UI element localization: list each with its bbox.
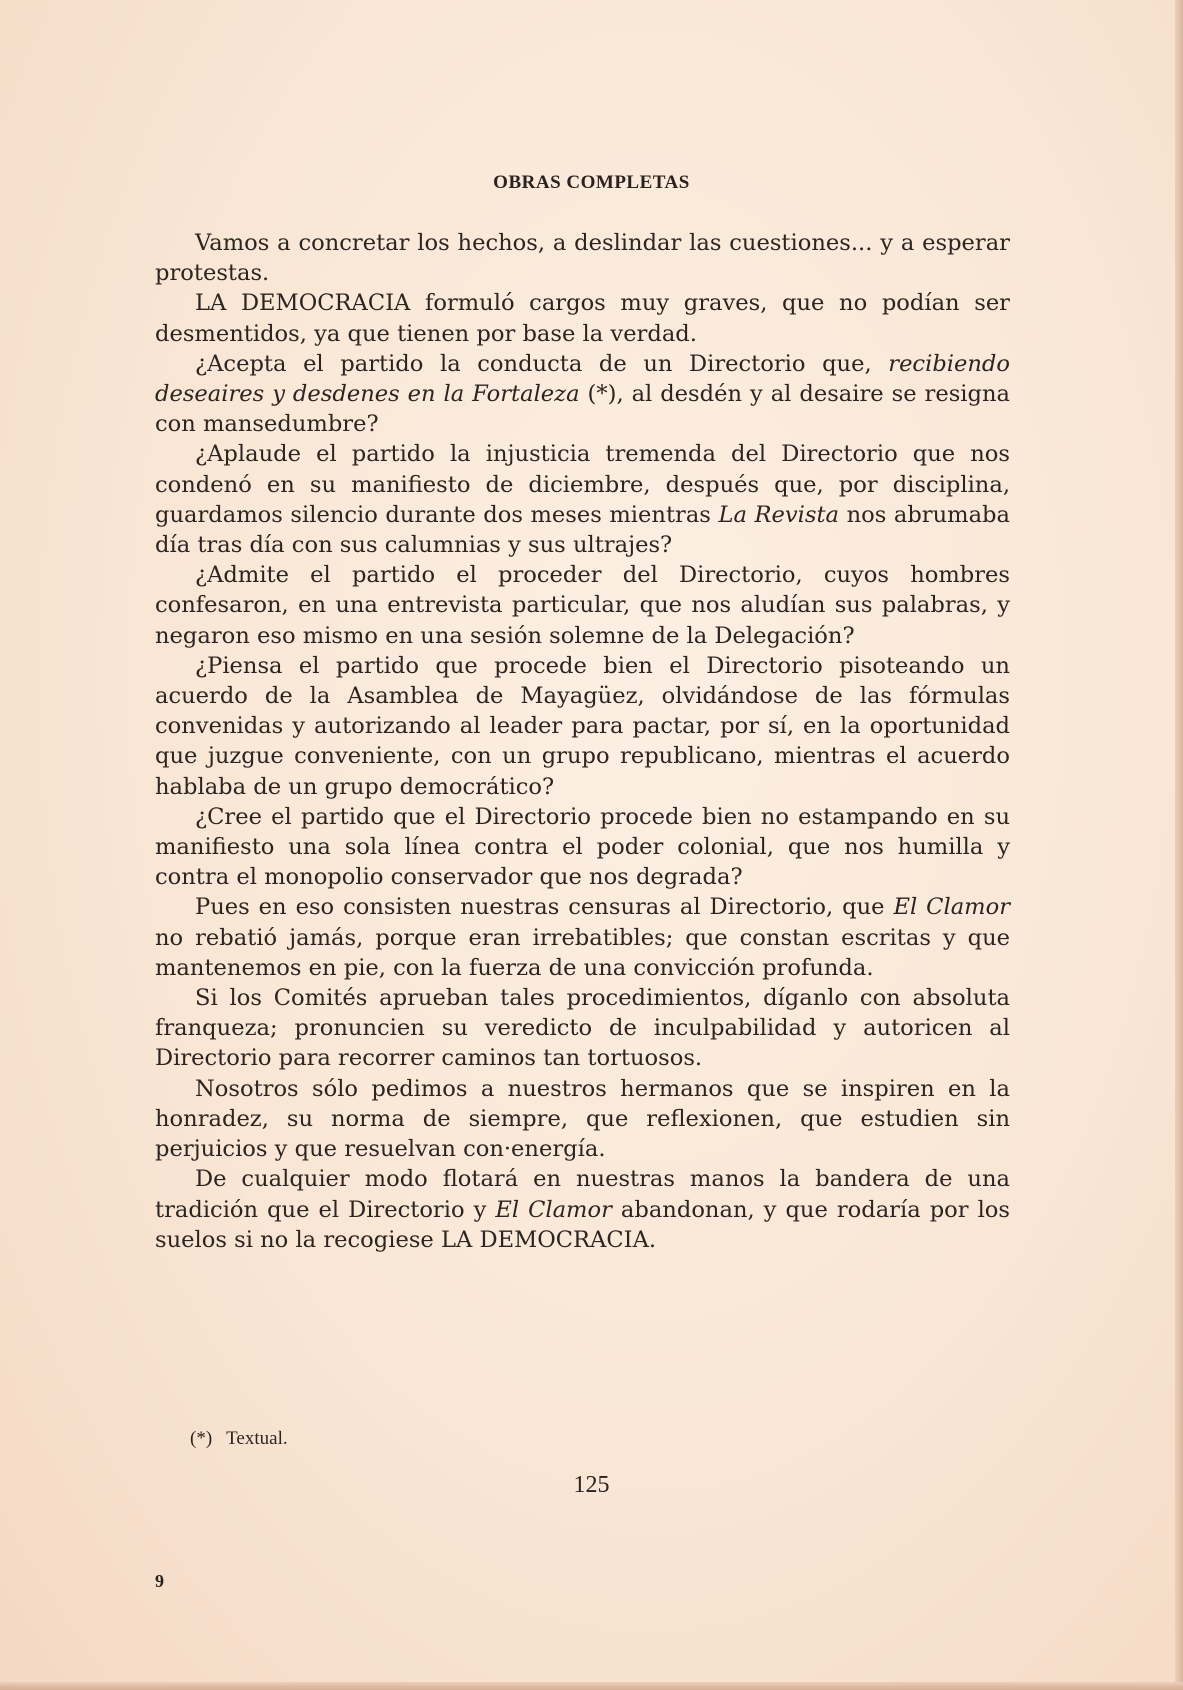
text-segment: Nosotros sólo pedimos a nuestros hermanos que se inspiren en la honradez, su norma de siempre, que reflexionen, que estudien sin perjuicios y que resuelvan con·energía. xyxy=(155,1075,1010,1163)
text-segment: LA DEMOCRACIA formuló cargos muy graves, que no podían ser desmentidos, ya que tienen por base la verdad. xyxy=(155,290,1010,347)
text-segment: Si los Comités aprueban tales procedimientos, díganlo con absoluta franqueza; pronuncien su veredicto de inculpabilidad y autoricen al Directorio para recorrer caminos tan tortuosos. xyxy=(155,985,1010,1072)
text-segment: (*), al desdén y al desaire se resigna con mansedumbre? xyxy=(155,381,1010,438)
paragraph xyxy=(155,560,1010,651)
page-edge-bottom xyxy=(0,1682,1183,1690)
text-segment: De cualquier modo flotará en nuestras manos la bandera de una tradición que el Directorio y xyxy=(155,1166,1010,1223)
text-segment: nos abrumaba día tras día con sus calumnias y sus ultrajes? xyxy=(155,501,1010,559)
italic-segment: La Revista xyxy=(718,501,840,528)
text-segment: no rebatió jamás, porque eran irrebatibles; que constan escritas y que mantenemos en pie, con la fuerza de una convicción profunda. xyxy=(155,924,1010,981)
paragraph xyxy=(155,439,1010,560)
paragraph xyxy=(155,892,1010,983)
text-segment: ¿Aplaude el partido la injusticia tremenda del Directorio que nos condenó en su manifiesto de diciembre, después que, por disciplina, guardamos silencio durante dos meses mientras xyxy=(155,441,1010,528)
text-segment: Vamos a concretar los hechos, a deslindar las cuestiones... y a esperar protestas. xyxy=(155,230,1010,287)
footnote-mark: (*) xyxy=(190,1428,213,1449)
italic-segment: El Clamor xyxy=(495,1196,612,1223)
footnote-text: Textual. xyxy=(226,1428,288,1449)
paragraph xyxy=(155,1074,1010,1165)
page-edge-right xyxy=(1175,0,1183,1690)
text-segment: ¿Acepta el partido la conducta de un Directorio que, xyxy=(195,350,889,377)
page-number: 125 xyxy=(573,1472,610,1498)
paragraph xyxy=(155,349,1010,440)
text-segment: ¿Admite el partido el proceder del Directorio, cuyos hombres confesaron, en una entrevista particular, que nos aludían sus palabras, y negaron eso mismo en una sesión solemne de la Delegación? xyxy=(155,562,1010,649)
paragraph xyxy=(155,651,1010,802)
text-segment: ¿Cree el partido que el Directorio procede bien no estampando en su manifiesto una sola línea contra el poder colonial, que nos humilla y contra el monopolio conservador que nos degrada? xyxy=(155,803,1010,891)
footnote xyxy=(190,1428,288,1450)
italic-segment: recibiendo deseaires y desdenes en la Fortaleza xyxy=(155,350,1010,408)
italic-segment: El Clamor xyxy=(893,894,1010,921)
paragraph xyxy=(155,288,1010,348)
running-header: OBRAS COMPLETAS xyxy=(493,172,690,193)
printer-signature-mark: 9 xyxy=(155,1571,164,1591)
body-text xyxy=(155,228,1010,1255)
text-segment: Pues en eso consisten nuestras censuras al Directorio, que xyxy=(195,894,894,921)
text-segment: ¿Piensa el partido que procede bien el Directorio pisoteando un acuerdo de la Asamblea de Mayagüez, olvidándose de las fórmulas convenidas y autorizando al leader para pactar, por sí, en la oportunidad que juzgue conveniente, con un grupo republicano, mientras el acuerdo hablaba de un grupo democrático? xyxy=(155,652,1010,800)
paragraph xyxy=(155,802,1010,893)
paragraph xyxy=(155,1164,1010,1255)
paragraph xyxy=(155,983,1010,1074)
paragraph xyxy=(155,228,1010,288)
text-segment: abandonan, y que rodaría por los suelos si no la recogiese LA DEMOCRACIA. xyxy=(155,1196,1010,1253)
